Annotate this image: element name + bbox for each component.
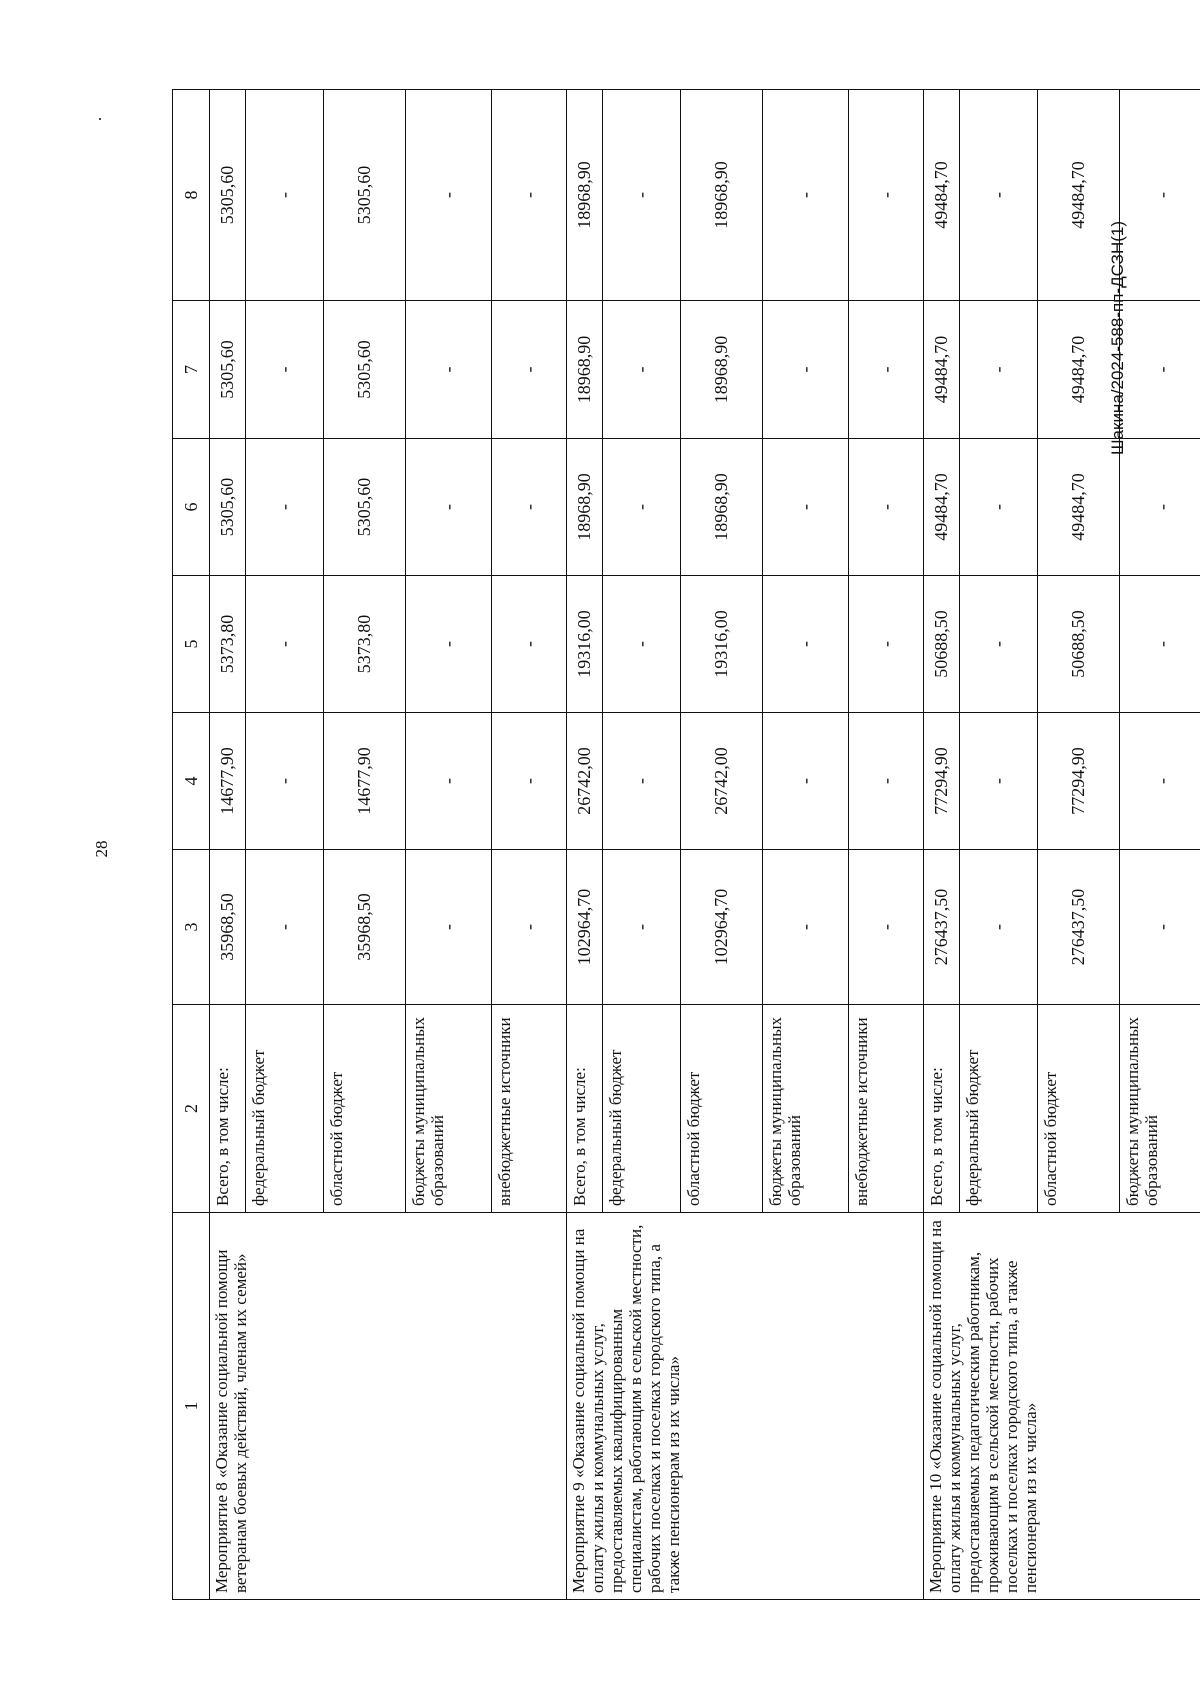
- measure-name: Мероприятие 9 «Оказание социальной помощи на оплату жилья и коммунальных услуг, предоставляемых квалифицированным специалистам, работающим в сельской местности, рабочих поселках и поселках городского типа, а также пенсионерам из их числа»: [567, 1213, 924, 1600]
- funding-source-label: областной бюджет: [1038, 1005, 1120, 1213]
- amount-cell: -: [406, 90, 492, 301]
- amount-cell: -: [603, 713, 681, 850]
- amount-cell: -: [849, 301, 924, 439]
- header-cell: 7: [173, 301, 210, 439]
- amount-cell: -: [763, 301, 849, 439]
- amount-cell: 49484,70: [1038, 301, 1120, 439]
- amount-cell: -: [960, 576, 1038, 713]
- funding-source-label: Всего, в том числе:: [210, 1005, 246, 1213]
- amount-cell: 26742,00: [681, 713, 763, 850]
- amount-cell: -: [406, 576, 492, 713]
- amount-cell: 5305,60: [210, 90, 246, 301]
- amount-cell: -: [603, 301, 681, 439]
- amount-cell: -: [406, 850, 492, 1005]
- funding-table: [172, 89, 1200, 1600]
- amount-cell: -: [849, 90, 924, 301]
- amount-cell: 5305,60: [324, 439, 406, 576]
- funding-source-label: бюджеты муниципальных образований: [1120, 1005, 1200, 1213]
- amount-cell: -: [960, 713, 1038, 850]
- amount-cell: 49484,70: [1038, 439, 1120, 576]
- amount-cell: -: [1120, 576, 1200, 713]
- amount-cell: 14677,90: [210, 713, 246, 850]
- amount-cell: 276437,50: [924, 850, 960, 1005]
- amount-cell: -: [849, 439, 924, 576]
- amount-cell: 102964,70: [681, 850, 763, 1005]
- amount-cell: 26742,00: [567, 713, 603, 850]
- amount-cell: -: [246, 301, 324, 439]
- amount-cell: 5305,60: [324, 90, 406, 301]
- amount-cell: -: [1120, 301, 1200, 439]
- amount-cell: 19316,00: [567, 576, 603, 713]
- amount-cell: -: [960, 850, 1038, 1005]
- amount-cell: -: [849, 850, 924, 1005]
- amount-cell: -: [246, 713, 324, 850]
- amount-cell: -: [603, 576, 681, 713]
- amount-cell: -: [492, 301, 567, 439]
- funding-source-label: бюджеты муниципальных образований: [406, 1005, 492, 1213]
- amount-cell: 5305,60: [210, 439, 246, 576]
- header-cell: 2: [173, 1005, 210, 1213]
- amount-cell: 14677,90: [324, 713, 406, 850]
- table-row: [924, 90, 960, 1600]
- funding-source-label: внебюджетные источники: [492, 1005, 567, 1213]
- amount-cell: -: [246, 576, 324, 713]
- funding-source-label: Всего, в том числе:: [567, 1005, 603, 1213]
- footer-code: Шакина/2024-588-пп-ДСЗН(1): [1108, 220, 1127, 456]
- scan-speck: [99, 118, 101, 120]
- table-row: [567, 90, 603, 1600]
- amount-cell: 77294,90: [924, 713, 960, 850]
- amount-cell: 5373,80: [210, 576, 246, 713]
- amount-cell: -: [246, 850, 324, 1005]
- amount-cell: -: [763, 439, 849, 576]
- header-cell: 1: [173, 1213, 210, 1600]
- amount-cell: 18968,90: [681, 301, 763, 439]
- amount-cell: 18968,90: [681, 439, 763, 576]
- amount-cell: 50688,50: [924, 576, 960, 713]
- measure-name: Мероприятие 10 «Оказание социальной помощи на оплату жилья и коммунальных услуг, предоставляемых педагогическим работникам, проживающим в сельской местности, рабочих поселках и поселках городского типа, а также пенсионерам из их числа»: [924, 1213, 1200, 1600]
- amount-cell: 35968,50: [324, 850, 406, 1005]
- amount-cell: 18968,90: [567, 439, 603, 576]
- amount-cell: -: [246, 439, 324, 576]
- funding-source-label: областной бюджет: [324, 1005, 406, 1213]
- amount-cell: -: [1120, 439, 1200, 576]
- amount-cell: -: [492, 850, 567, 1005]
- amount-cell: -: [763, 713, 849, 850]
- amount-cell: -: [246, 90, 324, 301]
- amount-cell: -: [960, 301, 1038, 439]
- amount-cell: 19316,00: [681, 576, 763, 713]
- amount-cell: -: [960, 439, 1038, 576]
- amount-cell: -: [603, 90, 681, 301]
- amount-cell: -: [763, 850, 849, 1005]
- amount-cell: -: [603, 850, 681, 1005]
- amount-cell: 50688,50: [1038, 576, 1120, 713]
- funding-source-label: бюджеты муниципальных образований: [763, 1005, 849, 1213]
- table-row: [210, 90, 246, 1600]
- amount-cell: 49484,70: [924, 90, 960, 301]
- amount-cell: -: [406, 301, 492, 439]
- funding-source-label: федеральный бюджет: [603, 1005, 681, 1213]
- amount-cell: -: [492, 576, 567, 713]
- amount-cell: 35968,50: [210, 850, 246, 1005]
- header-cell: 5: [173, 576, 210, 713]
- funding-source-label: Всего, в том числе:: [924, 1005, 960, 1213]
- page-number: 28: [92, 840, 111, 858]
- amount-cell: 276437,50: [1038, 850, 1120, 1005]
- header-cell: 8: [173, 90, 210, 301]
- header-cell: 4: [173, 713, 210, 850]
- measure-name: Мероприятие 8 «Оказание социальной помощи ветеранам боевых действий, членам их семей»: [210, 1213, 567, 1600]
- amount-cell: -: [406, 713, 492, 850]
- funding-source-label: федеральный бюджет: [246, 1005, 324, 1213]
- amount-cell: -: [849, 576, 924, 713]
- amount-cell: -: [763, 576, 849, 713]
- header-row: [173, 90, 210, 1600]
- amount-cell: 49484,70: [924, 439, 960, 576]
- amount-cell: -: [1120, 713, 1200, 850]
- amount-cell: 49484,70: [1038, 90, 1120, 301]
- amount-cell: 5373,80: [324, 576, 406, 713]
- amount-cell: 18968,90: [681, 90, 763, 301]
- amount-cell: -: [1120, 850, 1200, 1005]
- amount-cell: -: [763, 90, 849, 301]
- amount-cell: -: [603, 439, 681, 576]
- amount-cell: 77294,90: [1038, 713, 1120, 850]
- amount-cell: -: [849, 713, 924, 850]
- amount-cell: -: [492, 713, 567, 850]
- amount-cell: 102964,70: [567, 850, 603, 1005]
- amount-cell: 5305,60: [324, 301, 406, 439]
- funding-source-label: федеральный бюджет: [960, 1005, 1038, 1213]
- header-cell: 6: [173, 439, 210, 576]
- amount-cell: 49484,70: [924, 301, 960, 439]
- amount-cell: 5305,60: [210, 301, 246, 439]
- amount-cell: 18968,90: [567, 301, 603, 439]
- funding-source-label: областной бюджет: [681, 1005, 763, 1213]
- amount-cell: 18968,90: [567, 90, 603, 301]
- amount-cell: -: [960, 90, 1038, 301]
- amount-cell: -: [406, 439, 492, 576]
- amount-cell: -: [492, 439, 567, 576]
- header-cell: 3: [173, 850, 210, 1005]
- funding-source-label: внебюджетные источники: [849, 1005, 924, 1213]
- amount-cell: -: [492, 90, 567, 301]
- amount-cell: -: [1120, 90, 1200, 301]
